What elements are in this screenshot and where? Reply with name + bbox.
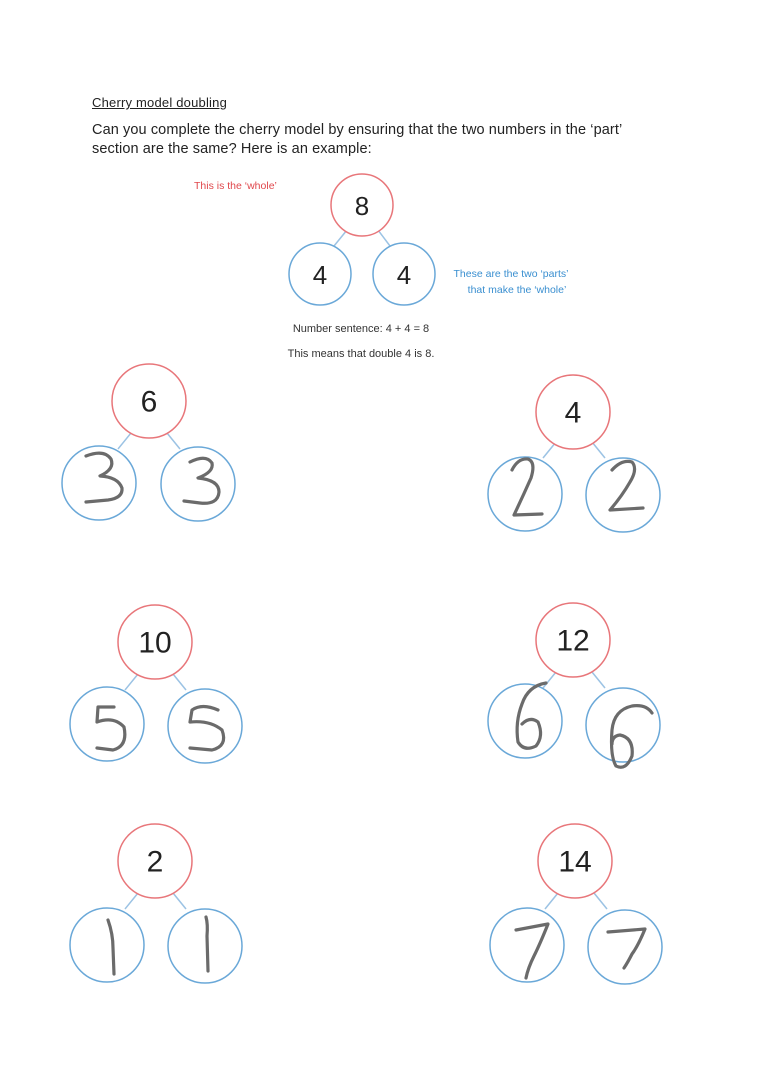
stem-right	[173, 893, 186, 909]
part-circle-right[interactable]	[588, 910, 662, 984]
stem-right	[378, 230, 390, 246]
stem-right	[592, 442, 605, 458]
stem-left	[125, 674, 138, 690]
stem-left	[334, 230, 347, 246]
whole-number: 4	[564, 396, 582, 430]
stem-left	[125, 893, 138, 909]
cherry-model-1	[62, 364, 235, 521]
part-circle-left[interactable]	[62, 446, 136, 520]
cherry-model-4	[488, 603, 660, 767]
part-circle-right[interactable]	[168, 909, 242, 983]
whole-number: 8	[354, 191, 370, 221]
stem-right	[594, 893, 607, 909]
part-circle-right[interactable]	[586, 688, 660, 762]
whole-note: This is the ‘whole’	[194, 180, 277, 192]
cherry-model-3	[70, 605, 242, 763]
instruction-line-1: Can you complete the cherry model by ensuring that the two numbers in the ‘part’	[92, 122, 623, 138]
whole-number: 14	[558, 845, 592, 879]
number-sentence: Number sentence: 4 + 4 = 8	[292, 323, 430, 335]
stem-right	[592, 672, 605, 688]
stem-left	[118, 433, 131, 449]
handwritten-answer-right	[206, 917, 208, 971]
stem-left	[545, 893, 558, 909]
whole-number: 6	[140, 385, 158, 419]
stem-right	[167, 433, 180, 449]
whole-number: 12	[556, 624, 590, 658]
part-circle-right[interactable]	[168, 689, 242, 763]
whole-number: 10	[138, 626, 172, 660]
part-number-left: 4	[312, 260, 328, 290]
instruction-line-2: section are the same? Here is an example:	[92, 141, 372, 157]
part-number-right: 4	[396, 260, 412, 290]
example-cherry-model	[194, 174, 568, 360]
whole-number: 2	[146, 845, 164, 879]
parts-note-line-1: These are the two ‘parts’	[453, 268, 569, 280]
stem-right	[173, 674, 186, 690]
meaning-sentence: This means that double 4 is 8.	[287, 348, 435, 360]
worksheet-heading: Cherry model doubling	[92, 95, 227, 110]
cherry-model-6	[490, 824, 662, 984]
cherry-model-5	[70, 824, 242, 983]
stem-left	[543, 672, 556, 688]
cherry-model-2	[488, 375, 660, 532]
parts-note-line-2: that make the ‘whole’	[467, 284, 567, 296]
